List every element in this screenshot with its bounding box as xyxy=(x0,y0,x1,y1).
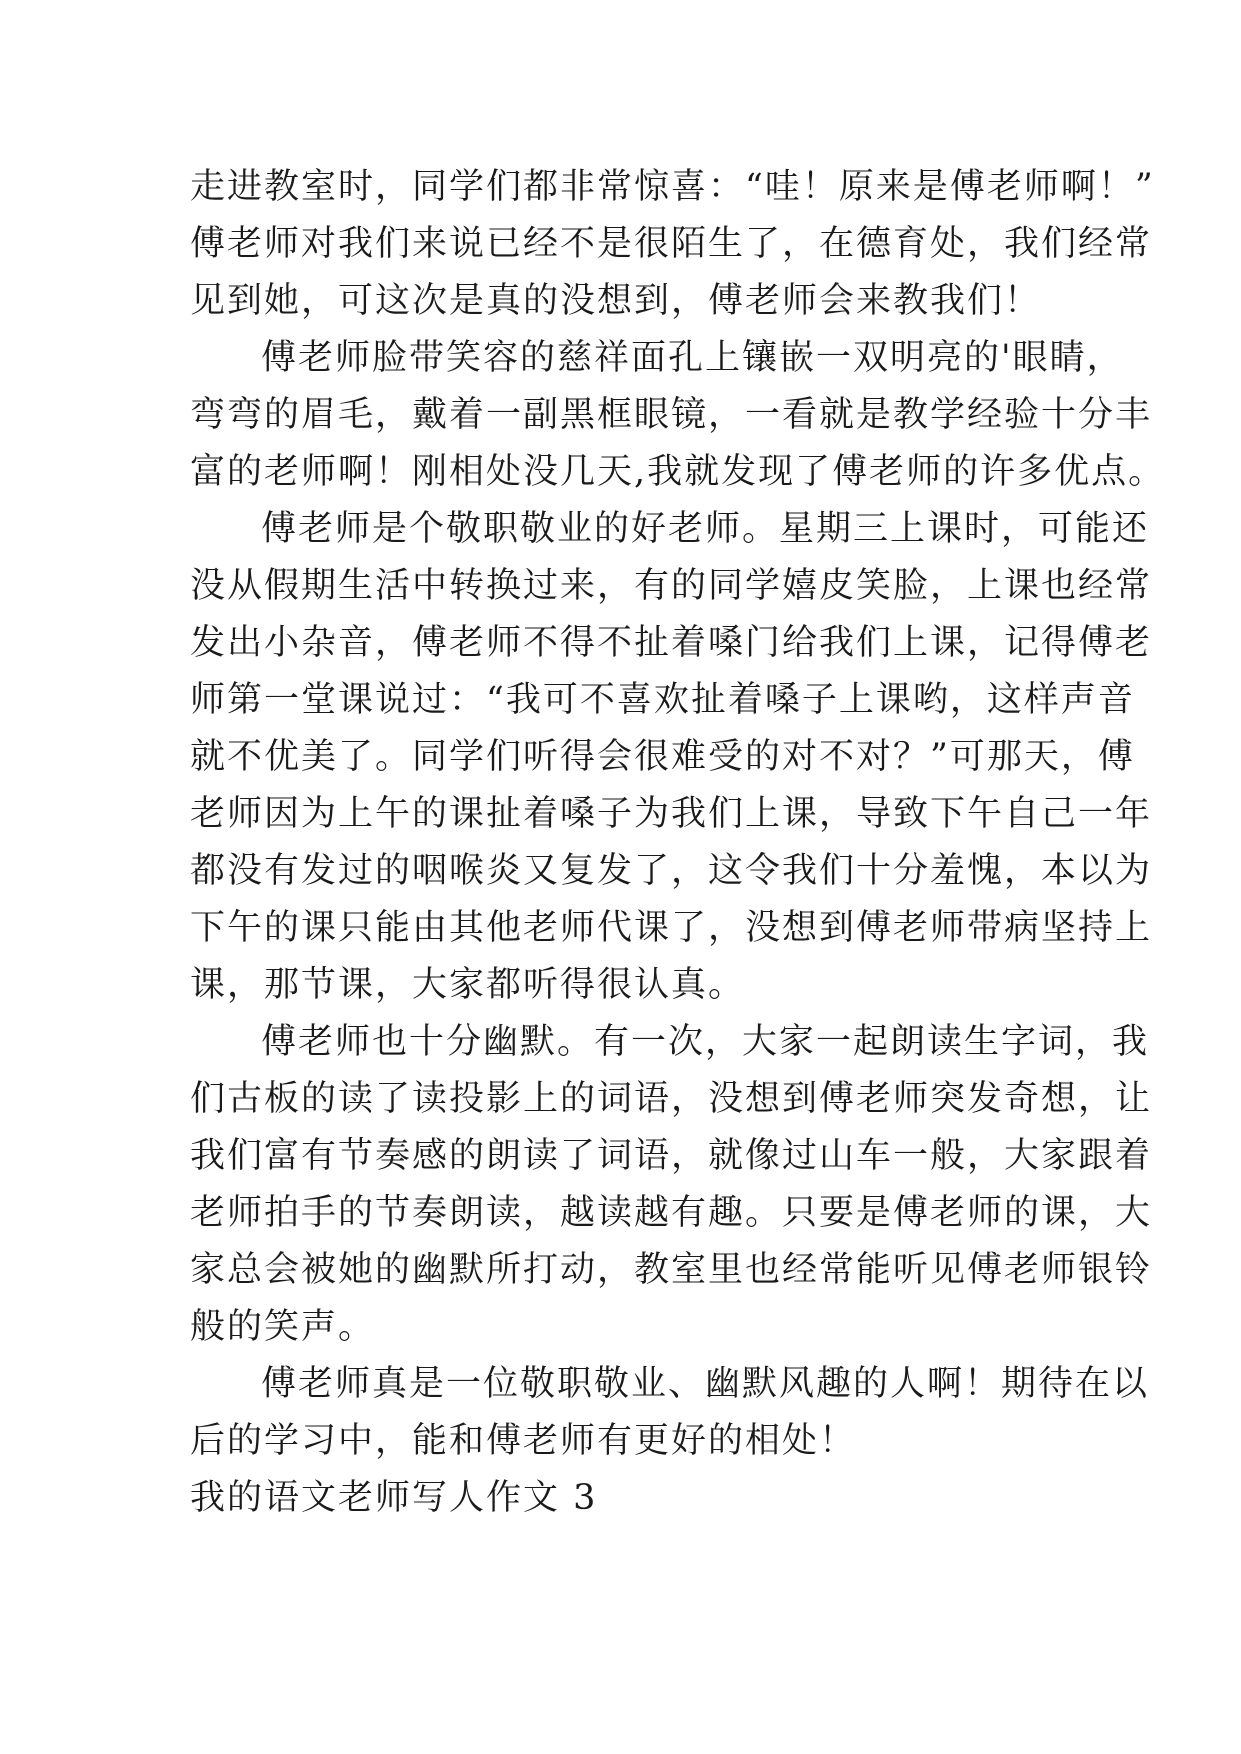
paragraph-4 xyxy=(190,1014,1153,1356)
text-line: 老师因为上午的课扯着嗓子为我们上课，导致下午自己一年 xyxy=(190,794,1153,834)
text-line: 傅老师脸带笑容的慈祥面孔上镶嵌一双明亮的'眼睛， xyxy=(261,338,1124,378)
text-line: 课，那节课，大家都听得很认真。 xyxy=(190,965,746,1005)
text-line: 就不优美了。同学们听得会很难受的对不对？”可那天，傅 xyxy=(190,737,1135,777)
text-line: 弯弯的眉毛，戴着一副黑框眼镜，一看就是教学经验十分丰 xyxy=(190,395,1153,435)
paragraph-1 xyxy=(190,159,1155,330)
text-line: 没从假期生活中转换过来，有的同学嬉皮笑脸，上课也经常 xyxy=(190,566,1153,606)
text-line: 发出小杂音，傅老师不得不扯着嗓门给我们上课，记得傅老 xyxy=(190,623,1153,663)
text-line: 老师拍手的节奏朗读，越读越有趣。只要是傅老师的课，大 xyxy=(190,1193,1153,1233)
article-body xyxy=(190,159,1166,1527)
text-line: 见到她，可这次是真的没想到，傅老师会来教我们！ xyxy=(190,281,1042,321)
text-line: 走进教室时，同学们都非常惊喜：“哇！原来是傅老师啊！” xyxy=(190,167,1155,207)
text-line: 家总会被她的幽默所打动，教室里也经常能听见傅老师银铃 xyxy=(190,1250,1153,1290)
text-line: 都没有发过的咽喉炎又复发了，这令我们十分羞愧，本以为 xyxy=(190,851,1153,891)
section-heading xyxy=(190,1470,1050,1527)
text-line: 傅老师真是一位敬职敬业、幽默风趣的人啊！期待在以 xyxy=(261,1364,1150,1404)
paragraph-2 xyxy=(190,330,1166,501)
paragraph-3 xyxy=(190,501,1153,1014)
text-line: 我们富有节奏感的朗读了词语，就像过山车一般，大家跟着 xyxy=(190,1136,1153,1176)
text-line: 般的笑声。 xyxy=(190,1307,376,1347)
text-line: 后的学习中，能和傅老师有更好的相处！ xyxy=(190,1421,857,1461)
paragraph-5 xyxy=(190,1356,1150,1470)
text-line: 傅老师也十分幽默。有一次，大家一起朗读生字词，我 xyxy=(261,1022,1150,1062)
text-line: 傅老师是个敬职敬业的好老师。星期三上课时，可能还 xyxy=(261,509,1150,549)
heading-text: 我的语文老师写人作文 3 xyxy=(190,1478,598,1518)
text-line: 富的老师啊！刚相处没几天,我就发现了傅老师的许多优点。 xyxy=(190,452,1166,492)
text-line: 傅老师对我们来说已经不是很陌生了，在德育处，我们经常 xyxy=(190,224,1153,264)
text-line: 们古板的读了读投影上的词语，没想到傅老师突发奇想，让 xyxy=(190,1079,1153,1119)
text-line: 下午的课只能由其他老师代课了，没想到傅老师带病坚持上 xyxy=(190,908,1153,948)
text-line: 师第一堂课说过：“我可不喜欢扯着嗓子上课哟，这样声音 xyxy=(190,680,1135,720)
